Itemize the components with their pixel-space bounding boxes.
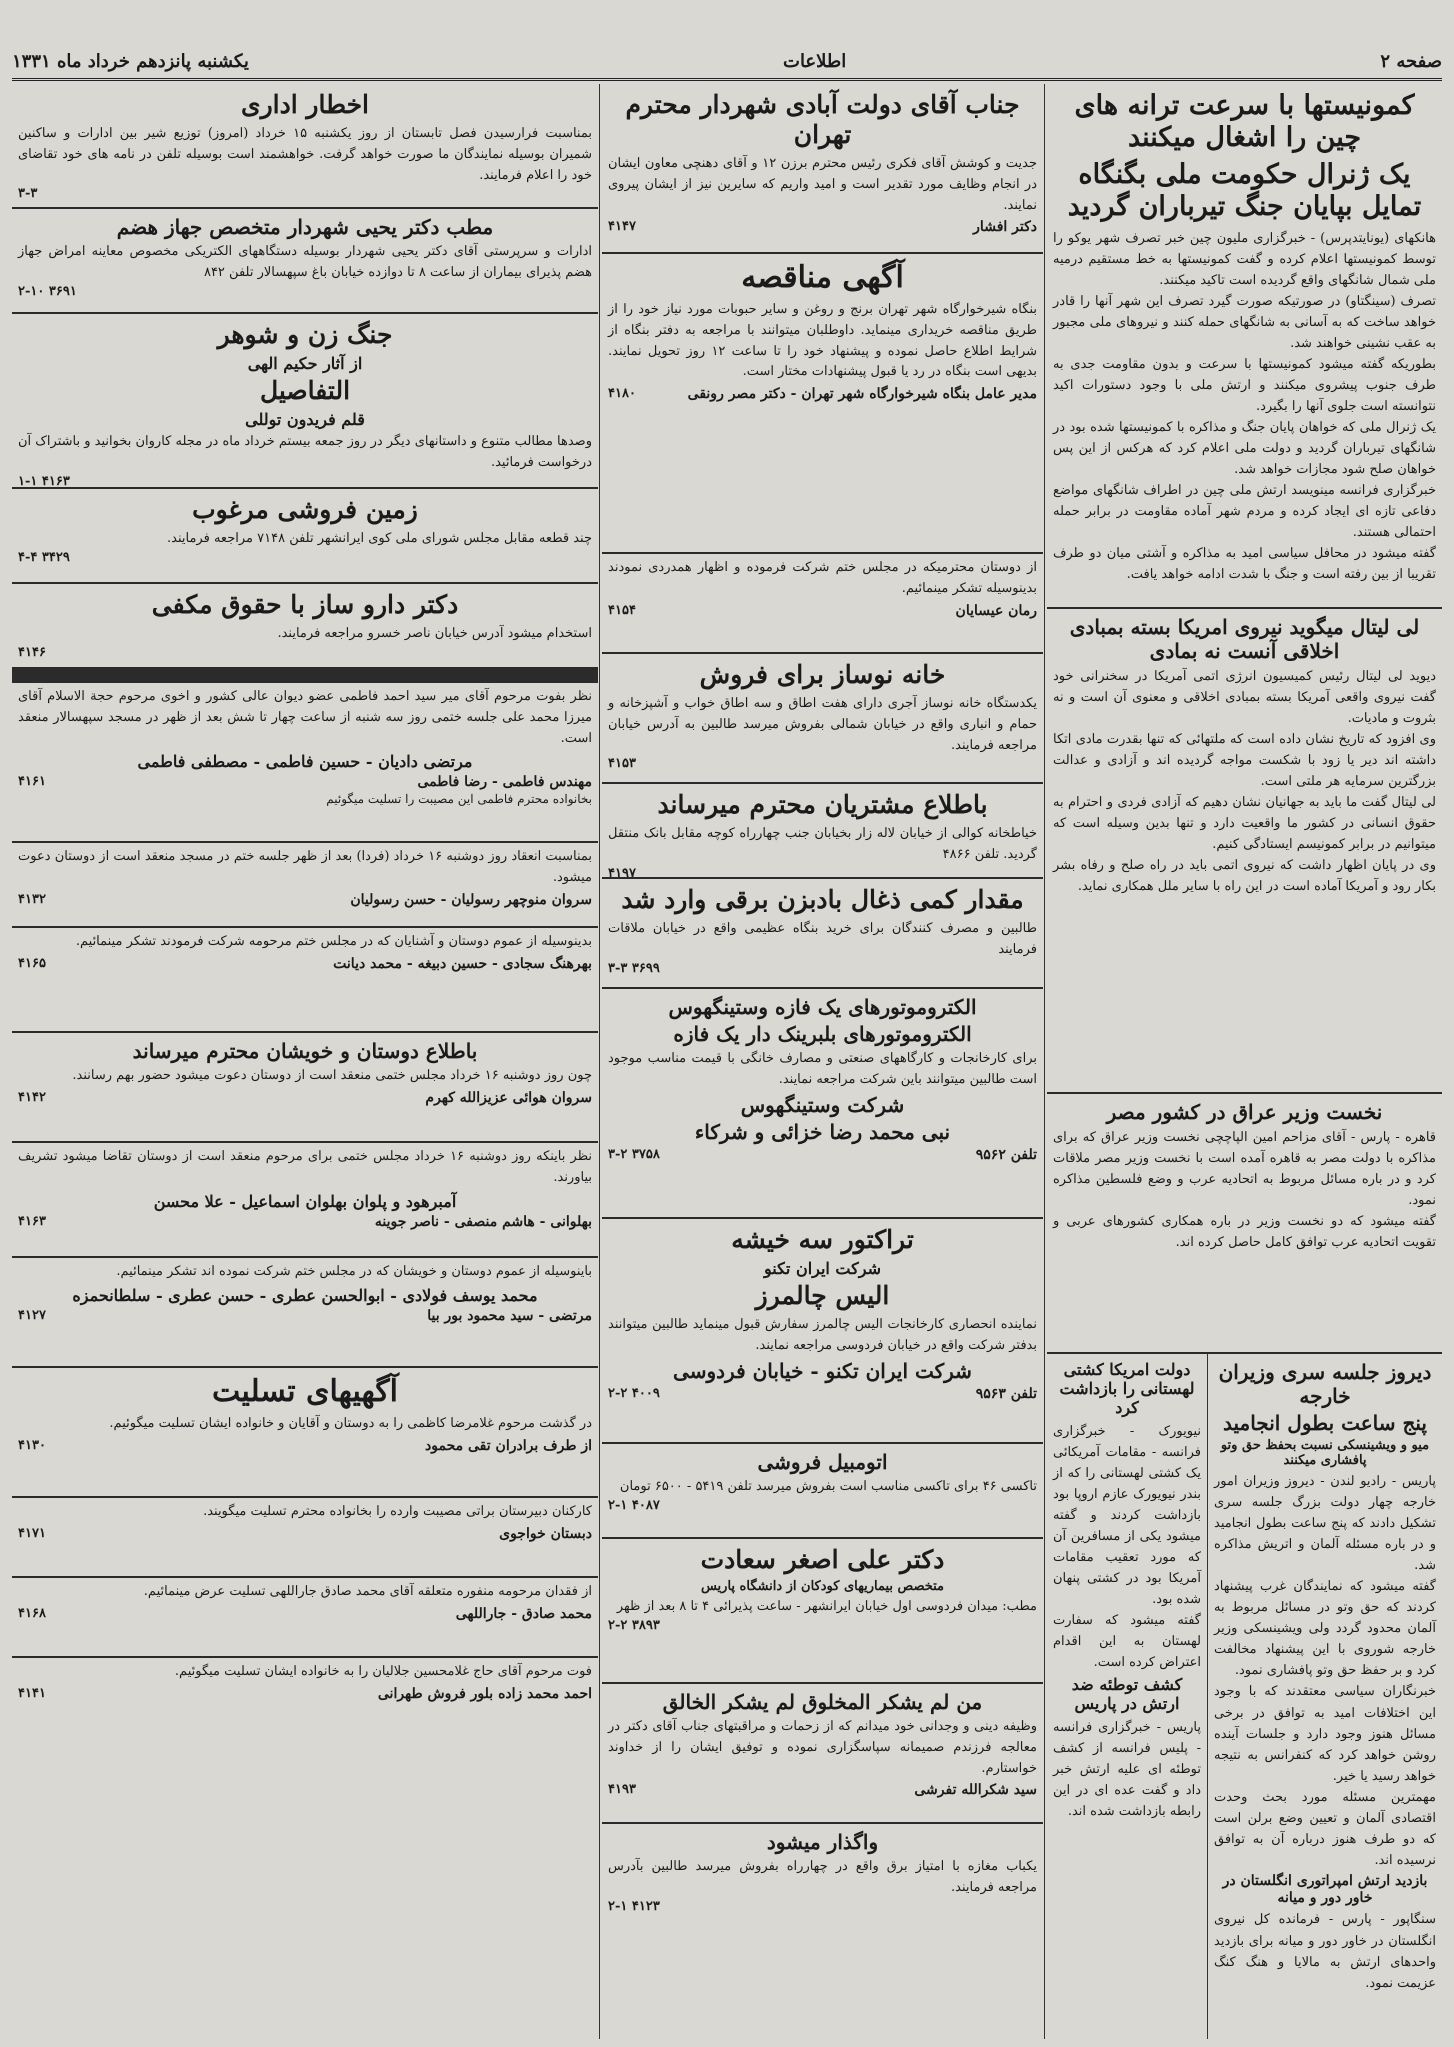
headline: الکتروموتورهای بلبرینک دار یک فازه bbox=[673, 1022, 972, 1046]
headline: پنج ساعت بطول انجامید bbox=[1222, 1411, 1428, 1435]
tender-ad bbox=[602, 254, 1043, 554]
charcoal-ad bbox=[602, 879, 1043, 989]
phone: تلفن ۹۵۶۲ bbox=[975, 1146, 1037, 1163]
header-page-number: صفحه ۲ bbox=[1380, 50, 1442, 72]
notice-text: وظیفه دینی و وجدانی خود میدانم که از زحمات و مراقبتهای جناب آقای دکتر در معالجه فرزندم صمیمانه سپاسگزاری نموده و توفیق ایشان را از خداوند خواستارم. bbox=[608, 1719, 1037, 1776]
signature: بهرهنگ سجادی - حسین دبیغه - محمد دیانت bbox=[333, 955, 592, 972]
notice-text: طالبین و مصرف کنندگان برای خرید بنگاه عظیمی واقع در خیابان ملاقات فرمایند bbox=[608, 921, 1037, 957]
ad-code: ۴۱۸۰ bbox=[608, 386, 636, 402]
headline: بازدید ارتش امپراتوری انگلستان در خاور دور و میانه bbox=[1222, 1872, 1428, 1906]
notice-text: تاکسی ۴۶ برای تاکسی مناسب است بفروش میرسد تلفن ۵۴۱۹ - ۶۵۰۰ تومان bbox=[619, 1479, 1037, 1494]
ad-code: ۲-۱۰ ۳۶۹۱ bbox=[18, 283, 77, 299]
signature: مرتضی - سید محمود بور بیا bbox=[427, 1307, 592, 1324]
headline: زمین فروشی مرغوب bbox=[192, 495, 418, 524]
paragraph: هانکهای (یونایتدپرس) - خبرگزاری ملیون چین خبر تصرف شهر یوکو را توسط کمونیستها اعلام کرده و گفت کمونیستها به خط مستقیم درمیه ملی شمال شانگهای واقع گردیده است تاکید میکنند. bbox=[1053, 230, 1436, 288]
headline: کشف توطئه ضد ارتش در پاریس bbox=[1071, 1675, 1183, 1714]
notice-text: فوت مرحوم آقای حاج غلامحسین جلالیان را به خانواده ایشان تسلیت میگوئیم. bbox=[174, 1664, 592, 1679]
paragraph: پاریس - خبرگزاری فرانسه - پلیس فرانسه از کشف توطئه ای علیه ارتش خبر داد و گفت عده ای در این رابطه بازداشت شده اند. bbox=[1053, 1719, 1201, 1819]
notice-text: بخانواده محترم فاطمی این مصیبت را تسلیت میگوئیم bbox=[326, 792, 592, 807]
headline: خانه نوساز برای فروش bbox=[699, 660, 946, 689]
ad-code: ۴۱۶۵ bbox=[18, 955, 46, 971]
ad-code: ۴۱۳۲ bbox=[18, 891, 46, 907]
condolence-ads bbox=[12, 1368, 598, 1498]
headline: الکتروموتورهای یک فازه وستینگهوس bbox=[668, 995, 977, 1019]
notice-text: یکباب مغازه با امتیاز برق واقع در چهارراه بفروش میرسد طالبین بآدرس مراجعه فرمایند. bbox=[608, 1859, 1037, 1895]
headline: دولت امریکا کشتی لهستانی را بازداشت کرد bbox=[1059, 1360, 1195, 1418]
polish-ship-article bbox=[1047, 1354, 1207, 2039]
paragraph: خبرنگاران سیاسی معتقدند که با وجود این اختلافات امید به توافق در برخی مسائل هنوز وجود دارد و جلسات آینده روشن خواهد کرد که کنفرانس به نتیجه خواهد رسید یا خیر. bbox=[1214, 1684, 1436, 1784]
headline: شرکت وستینگهوس bbox=[740, 1092, 905, 1117]
ad-code: ۴۱۴۱ bbox=[18, 1685, 46, 1701]
admin-notice bbox=[12, 84, 598, 209]
ad-code: ۳-۳ ۳۶۹۹ bbox=[608, 960, 660, 976]
page-header bbox=[12, 44, 1442, 81]
lilienthal-article bbox=[1047, 609, 1442, 1094]
signature: بهلوانی - هاشم منصفی - ناصر جوینه bbox=[374, 1213, 592, 1230]
subheadline: شرکت ایران تکنو bbox=[763, 1259, 881, 1278]
ad-code: ۴۱۶۱ bbox=[18, 774, 46, 790]
headline: شرکت ایران تکنو - خیابان فردوسی bbox=[673, 1358, 972, 1383]
signature: سروان منوچهر رسولیان - حسن رسولیان bbox=[350, 891, 592, 908]
headline: یک ژنرال حکومت ملی بگنگاه تمایل بپایان جنگ تیرباران گردید bbox=[1067, 158, 1422, 223]
ad-code: ۲-۲ ۳۸۹۳ bbox=[608, 1617, 660, 1633]
signature: رمان عیسایان bbox=[955, 602, 1037, 619]
headline: دکتر دارو ساز با حقوق مکفی bbox=[151, 590, 459, 619]
subheadline: میو و ویشینسکی نسبت بحفظ حق وتو پافشاری میکنند bbox=[1220, 1438, 1430, 1468]
china-article bbox=[1047, 84, 1442, 609]
notice-text: نماینده انحصاری کارخانجات الیس چالمرز سفارش قبول مینماید طالبین میتوانند بدفتر شرکت واقع در خیابان فردوسی مراجعه نمایند. bbox=[608, 1317, 1037, 1353]
headline: کمونیستها با سرعت ترانه های چین را اشغال میکنند bbox=[1074, 90, 1415, 154]
headline: الیس چالمرز bbox=[755, 1281, 890, 1310]
header-date: یکشنبه پانزدهم خرداد ماه ۱۳۳۱ bbox=[12, 50, 249, 72]
condolence-notice bbox=[12, 1658, 598, 2039]
ad-code: ۲-۲ ۴۰۰۹ bbox=[608, 1385, 660, 1401]
pharmacist-ad bbox=[12, 584, 598, 669]
signature: احمد محمد زاده بلور فروش طهرانی bbox=[377, 1685, 592, 1702]
signature: سروان هوائی عزیزالله کهرم bbox=[425, 1089, 592, 1106]
author: قلم فریدون توللی bbox=[245, 410, 365, 429]
tailor-notice bbox=[602, 784, 1043, 879]
notice-text: باینوسیله از عموم دوستان و خویشان که در مجلس ختم شرکت نموده اند تشکر مینمائیم. bbox=[116, 1264, 592, 1279]
notice-text: بمناسبت انعقاد روز دوشنبه ۱۶ خرداد (فردا) بعد از ظهر جلسه ختم در مسجد منعقد است از دوستان دعوت میشود. bbox=[18, 849, 592, 885]
header-paper-name: اطلاعات bbox=[783, 50, 847, 72]
magazine-ad bbox=[12, 314, 598, 489]
condolence-notice bbox=[12, 1578, 598, 1658]
column-rule bbox=[1044, 84, 1045, 2039]
paragraph: قاهره - پارس - آقای مزاحم امین الپاچچی نخست وزیر عراق که برای مذاکره با دولت مصر به قاهره آمده است با نخست وزیر مصر ملاقات کرد و در باره مسائل مربوط به اتحادیه عرب و وضع فلسطین مذاکره نمود. bbox=[1053, 1130, 1436, 1209]
headline: مطب دکتر یحیی شهردار متخصص جهاز هضم bbox=[116, 215, 494, 239]
headline: باطلاع دوستان و خویشان محترم میرساند bbox=[132, 1039, 478, 1063]
column-rule bbox=[599, 84, 600, 2039]
shop-transfer-ad bbox=[602, 1824, 1043, 2039]
notice-text: خیاطخانه کوالی از خیابان لاله زار بخیابان جنب چهارراه کوچه مقابل بانک منتقل گردید. تلفن ۴۸۶۶ bbox=[608, 826, 1037, 862]
headline: دکتر علی اصغر سعادت bbox=[700, 1545, 945, 1574]
thanks-notice bbox=[12, 928, 598, 1033]
car-sale-ad bbox=[602, 1444, 1043, 1539]
notice-text: وصدها مطالب متنوع و داستانهای دیگر در روز جمعه بیستم خرداد ماه در مجله کاروان بخوانید و باشتراک آن درخواست فرمائید. bbox=[18, 434, 592, 470]
paragraph: گفته میشود که سفارت لهستان به این اقدام اعتراض کرده است. bbox=[1053, 1612, 1201, 1671]
notice-text: بمناسبت فرارسیدن فصل تابستان از روز یکشنبه ۱۵ خرداد (امروز) توزیع شیر بین ادارات و ساکنین شمیران بوسیله نمایندگان ما صورت خواهد گرفت. خواهشمند است بوسیله تلفن در نامه های خود تقاضای خود را اعلام فرمایند. bbox=[18, 126, 592, 183]
subheadline: متخصص بیماریهای کودکان از دانشگاه پاریس bbox=[700, 1579, 945, 1594]
notice-text: یکدستگاه خانه نوساز آجری دارای هفت اطاق و سه اطاق خواب و آشپزخانه و حمام و انباری واقع در خیابان شمالی بفروش میرسد طالبین به آدرس خیابان مراجعه فرمایند. bbox=[608, 696, 1037, 753]
ad-code: ۴۱۶۸ bbox=[18, 1605, 46, 1621]
notice-text: از دوستان محترمیکه در مجلس ختم شرکت فرموده و اظهار همدردی نمودند بدینوسیله تشکر مینمائیم. bbox=[608, 560, 1037, 596]
notice-text: کارکنان دبیرستان براتی مصیبت وارده را بخانواده محترم تسلیت میگویند. bbox=[203, 1504, 592, 1519]
ad-code: ۴۱۲۷ bbox=[18, 1307, 46, 1323]
doctor-ad bbox=[602, 1539, 1043, 1684]
ad-code: ۳-۲ ۳۷۵۸ bbox=[608, 1146, 660, 1162]
notice-text: بنگاه شیرخوارگاه شهر تهران برنج و روغن و سایر حبوبات مورد نیاز خود را از طریق مناقصه خریداری مینماید. داوطلبان میتوانند با مراجعه به دفتر بنگاه از شرایط اطلاع حاصل نموده و پیشنهاد خود را تا ساعت ۱۲ روز تحویل نمایند. بدیهی است بنگاه در رد یا قبول پیشنهادات مختار است. bbox=[608, 302, 1038, 380]
signature: دکتر افشار bbox=[973, 219, 1037, 236]
signature: سید شکرالله تفرشی bbox=[914, 1782, 1037, 1799]
paragraph: پاریس - رادیو لندن - دیروز وزیران امور خارجه چهار دولت بزرگ جلسه سری تشکیل دادند که پنج ساعت بطول انجامید و در باره مسئله آلمان و اتریش مذاکره شد. bbox=[1214, 1474, 1436, 1574]
friends-notice bbox=[12, 1033, 598, 1143]
notice-text: نظر بفوت مرحوم آقای میر سید احمد فاطمی عضو دیوان عالی کشور و اخوی مرحوم حجة الاسلام آقای میرزا محمد علی جلسه ختمی روز سه شنبه از ساعت چهار تا شش بعد از ظهر در مسجد سپهسالار منعقد است. bbox=[18, 689, 592, 746]
paragraph: یک ژنرال ملی که خواهان پایان جنگ و مذاکره با کمونیستها شده بود در شانگهای تیرباران گردید و دولت ملی اعلام کرد که هرکس از این پس خواهان صلح شود مجازات خواهد شد. bbox=[1053, 419, 1436, 478]
paragraph: دیوید لی لیتال رئیس کمیسیون انرژی اتمی آمریکا در سخنرانی خود گفت نیروی واقعی آمریکا بسته بمبادی اخلاقی و معنوی آن است و نه بثروت و مادیات. bbox=[1053, 669, 1436, 727]
ad-code: ۴۱۳۰ bbox=[18, 1437, 46, 1453]
thanks-notice bbox=[12, 1258, 598, 1368]
notice-text: برای کارخانجات و کارگاههای صنعتی و مصارف خانگی با قیمت مناسب موجود است طالبین میتوانند باین شرکت مراجعه نمایند. bbox=[608, 1051, 1037, 1087]
ad-code: ۴۱۴۷ bbox=[608, 219, 636, 235]
ad-code: ۴۱۴۲ bbox=[18, 1089, 46, 1105]
paragraph: سنگاپور - پارس - فرمانده کل نیروی انگلستان در خاور دور و میانه برای بازدید واحدهای ارتش به مالایا و هنگ کنگ عزیمت نمود. bbox=[1214, 1912, 1436, 1991]
condolence-notice bbox=[12, 1498, 598, 1578]
headline: التفاصیل bbox=[259, 376, 351, 405]
iraq-article bbox=[1047, 1094, 1442, 1354]
notice-text: در گذشت مرحوم غلامرضا کاظمی را به دوستان و آقایان و خانواده ایشان تسلیت میگوئیم. bbox=[109, 1416, 592, 1431]
headline: آگهیهای تسلیت bbox=[212, 1374, 398, 1409]
memorial-notice bbox=[12, 843, 598, 928]
paragraph: گفته میشود که نمایندگان غرب پیشنهاد کردند که حق وتو در مسائل مربوط به آلمان محدود گردد ولی ویشینسکی وزیر خارجه شوروی با این پیشنهاد مخالفت کرد و بر حفظ حق وتو پافشاری نمود. bbox=[1214, 1579, 1436, 1679]
headline: تراکتور سه خیشه bbox=[731, 1225, 914, 1254]
headline: من لم یشکر المخلوق لم یشکر الخالق bbox=[662, 1690, 983, 1714]
signature: آمبرهود و پلوان بهلوان اسماعیل - علا محسن bbox=[153, 1191, 457, 1211]
signature: محمد یوسف فولادی - ابوالحسن عطری - حسن عطری - سلطانحمزه bbox=[72, 1285, 538, 1305]
paragraph: بطوریکه گفته میشود کمونیستها با سرعت و بدون مقاومت جدی به طرف جنوب پیشروی میکنند و ارتش ملی با وجود دستورات اکید نتوانسته است جلوی آنها را بگیرد. bbox=[1053, 356, 1436, 414]
notice-text: چند قطعه مقابل مجلس شورای ملی کوی ایرانشهر تلفن ۷۱۴۸ مراجعه فرمایند. bbox=[167, 531, 592, 546]
ads-column-middle bbox=[602, 84, 1043, 2039]
paragraph: مهمترین مسئله مورد بحث وحدت اقتصادی آلمان و تعیین وضع برلن است که دو طرف هنوز درباره آن به توافق نرسیده اند. bbox=[1214, 1789, 1436, 1868]
ad-code: ۱-۱ ۴۱۶۳ bbox=[18, 473, 70, 489]
thanks-notice bbox=[602, 554, 1043, 654]
signature: مدیر عامل بنگاه شیرخوارگاه شهر تهران - دکتر مصر رونقی bbox=[687, 386, 1037, 403]
ad-code: ۴۱۷۱ bbox=[18, 1525, 46, 1541]
paragraph: وی در پایان اظهار داشت که نیروی اتمی باید در راه صلح و رفاه بشر بکار رود و آمریکا آماده است در این راه با سایر ملل همکاری نماید. bbox=[1053, 858, 1436, 895]
headline: جناب آقای دولت آبادی شهردار محترم تهران bbox=[625, 90, 1020, 149]
foreign-ministers-article bbox=[1207, 1354, 1442, 2039]
paragraph: لی لیتال گفت ما باید به جهانیان نشان دهیم که آزادی فردی و احترام به حقوق انسانی در کشور ما واقعیت دارد و تنها بدین وسیله است که میتوانیم در برابر کمونیسم ایستادگی کنیم. bbox=[1053, 795, 1436, 853]
notice-text: نظر باینکه روز دوشنبه ۱۶ خرداد مجلس ختمی برای مرحوم منعقد است از دوستان تقاضا میشود تشریف بیاورند. bbox=[18, 1149, 592, 1185]
notice-text: جدیت و کوشش آقای فکری رئیس محترم برزن ۱۲ و آقای دهنچی معاون ایشان در انجام وظایف مورد تقدیر است و امید واریم که سایرین نیز از ایشان پیروی نمایند. bbox=[608, 156, 1037, 213]
memorial-notice bbox=[12, 1143, 598, 1258]
notice-text: چون روز دوشنبه ۱۶ خرداد مجلس ختمی منعقد است از دوستان دعوت میشود حضور بهم رسانند. bbox=[72, 1068, 592, 1083]
ad-code: ۴۱۵۳ bbox=[608, 756, 636, 772]
headline: اتومبیل فروشی bbox=[757, 1450, 888, 1474]
headline: مقدار کمی ذغال بادبزن برقی وارد شد bbox=[621, 885, 1024, 914]
notice-text: استخدام میشود آدرس خیابان ناصر خسرو مراجعه فرمایند. bbox=[277, 626, 592, 641]
headline: آگهی مناقصه bbox=[741, 260, 904, 295]
ad-code: ۴-۴ ۳۴۲۹ bbox=[18, 549, 70, 565]
subheadline: از آثار حکیم الهی bbox=[247, 354, 363, 373]
paragraph: وی افزود که تاریخ نشان داده است که ملتهائی که تنها بقدرت مادی اتکا داشته اند دیر یا زود با شکست مواجه گردیده اند و آزادی و عدالت بزرگترین سرمایه هر ملتی است. bbox=[1053, 732, 1436, 790]
headline: لی لیتال میگوید نیروی امریکا بسته بمبادی اخلاقی آنست نه بمادی bbox=[1069, 615, 1420, 663]
headline: دیروز جلسه سری وزیران خارجه bbox=[1218, 1360, 1432, 1408]
paragraph: گفته میشود که دو نخست وزیر در باره همکاری کشورهای عربی و تقویت اتحادیه عرب توافق کامل حاصل کرده اند. bbox=[1053, 1214, 1436, 1251]
ad-code: ۴۱۴۶ bbox=[18, 644, 46, 660]
ad-code: ۲-۱ ۴۰۸۷ bbox=[608, 1497, 660, 1513]
headline: باطلاع مشتریان محترم میرساند bbox=[657, 790, 988, 819]
news-column bbox=[1047, 84, 1442, 2039]
notice-text: از فقدان مرحومه منفوره متعلقه آقای محمد صادق جاراللهی تسلیت عرض مینمائیم. bbox=[143, 1584, 592, 1599]
westinghouse-ad bbox=[602, 989, 1043, 1219]
ad-code: ۴۱۶۳ bbox=[18, 1213, 46, 1229]
signature: محمد صادق - جاراللهی bbox=[455, 1605, 592, 1622]
notice-text: بدینوسیله از عموم دوستان و آشنایان که در مجلس ختم مرحومه شرکت فرمودند تشکر مینمائیم. bbox=[75, 934, 592, 949]
land-sale-ad bbox=[12, 489, 598, 584]
notice-text: مطب: میدان فردوسی اول خیابان ایرانشهر - ساعت پذیرائی ۴ تا ۸ بعد از ظهر bbox=[616, 1599, 1037, 1614]
signature: مهندس فاطمی - رضا فاطمی bbox=[417, 774, 592, 791]
paragraph: تصرف (سینگتاو) در صورتیکه صورت گیرد تصرف این شهر آنها را قادر خواهد ساخت که به آسانی به شانگهای حمله کنند و نیروهای ملی مجبور به عقب نشینی خواهند شد. bbox=[1053, 293, 1436, 351]
house-sale-ad bbox=[602, 654, 1043, 784]
ad-code: ۴۱۹۷ bbox=[608, 865, 636, 879]
ad-code: ۴۱۵۴ bbox=[608, 602, 636, 618]
headline: نخست وزیر عراق در کشور مصر bbox=[1106, 1100, 1383, 1124]
signature: از طرف برادران تقی محمود bbox=[425, 1437, 592, 1454]
headline: واگذار میشود bbox=[766, 1830, 879, 1854]
ads-column-left bbox=[12, 84, 598, 2039]
signature: دبستان خواجوی bbox=[499, 1525, 592, 1542]
notice-text: ادارات و سرپرستی آقای دکتر یحیی شهردار بوسیله دستگاههای الکتریکی مخصوص معاینه امراض جهاز هضم پذیرای بیماران از ساعت ۸ تا دوازده خیابان باغ سپهسالار تلفن ۸۴۲ bbox=[18, 244, 592, 280]
gratitude-notice bbox=[602, 1684, 1043, 1824]
ad-code: ۳-۳ bbox=[18, 186, 38, 202]
tractor-ad bbox=[602, 1219, 1043, 1444]
clinic-ad bbox=[12, 209, 598, 314]
paragraph: گفته میشود در محافل سیاسی امید به مذاکره و آشتی میان دو طرف تقریبا از بین رفته است و جنگ با شدت ادامه خواهد یافت. bbox=[1053, 546, 1436, 583]
paragraph: نیویورک - خبرگزاری فرانسه - مقامات آمریکائی یک کشتی لهستانی را که از بندر نیویورک عازم اروپا بود بازداشت کردند و گفته میشود یکی از مسافرین آن که مورد تعقیب مقامات آمریکا بود در کشتی پنهان شده بود. bbox=[1053, 1423, 1201, 1607]
divider-band bbox=[12, 669, 598, 683]
mayor-notice bbox=[602, 84, 1043, 254]
bottom-news-split bbox=[1047, 1354, 1442, 2039]
phone: تلفن ۹۵۶۳ bbox=[975, 1385, 1037, 1402]
signature: مرتضی دادیان - حسین فاطمی - مصطفی فاطمی bbox=[137, 752, 473, 772]
condolence-fatemi bbox=[12, 683, 598, 843]
paragraph: خبرگزاری فرانسه مینویسد ارتش ملی چین در اطراف شانگهای مواضع دفاعی تازه ای ایجاد کرده و مردم شهر آماده مقاومت در برابر حمله احتمالی هستند. bbox=[1053, 483, 1436, 541]
headline: اخطار اداری bbox=[241, 90, 369, 119]
headline: نبی محمد رضا خزائی و شرکاء bbox=[694, 1119, 951, 1144]
headline: جنگ زن و شوهر bbox=[217, 320, 393, 349]
ad-code: ۴۱۹۳ bbox=[608, 1782, 636, 1798]
ad-code: ۲-۱ ۴۱۲۳ bbox=[608, 1898, 660, 1914]
